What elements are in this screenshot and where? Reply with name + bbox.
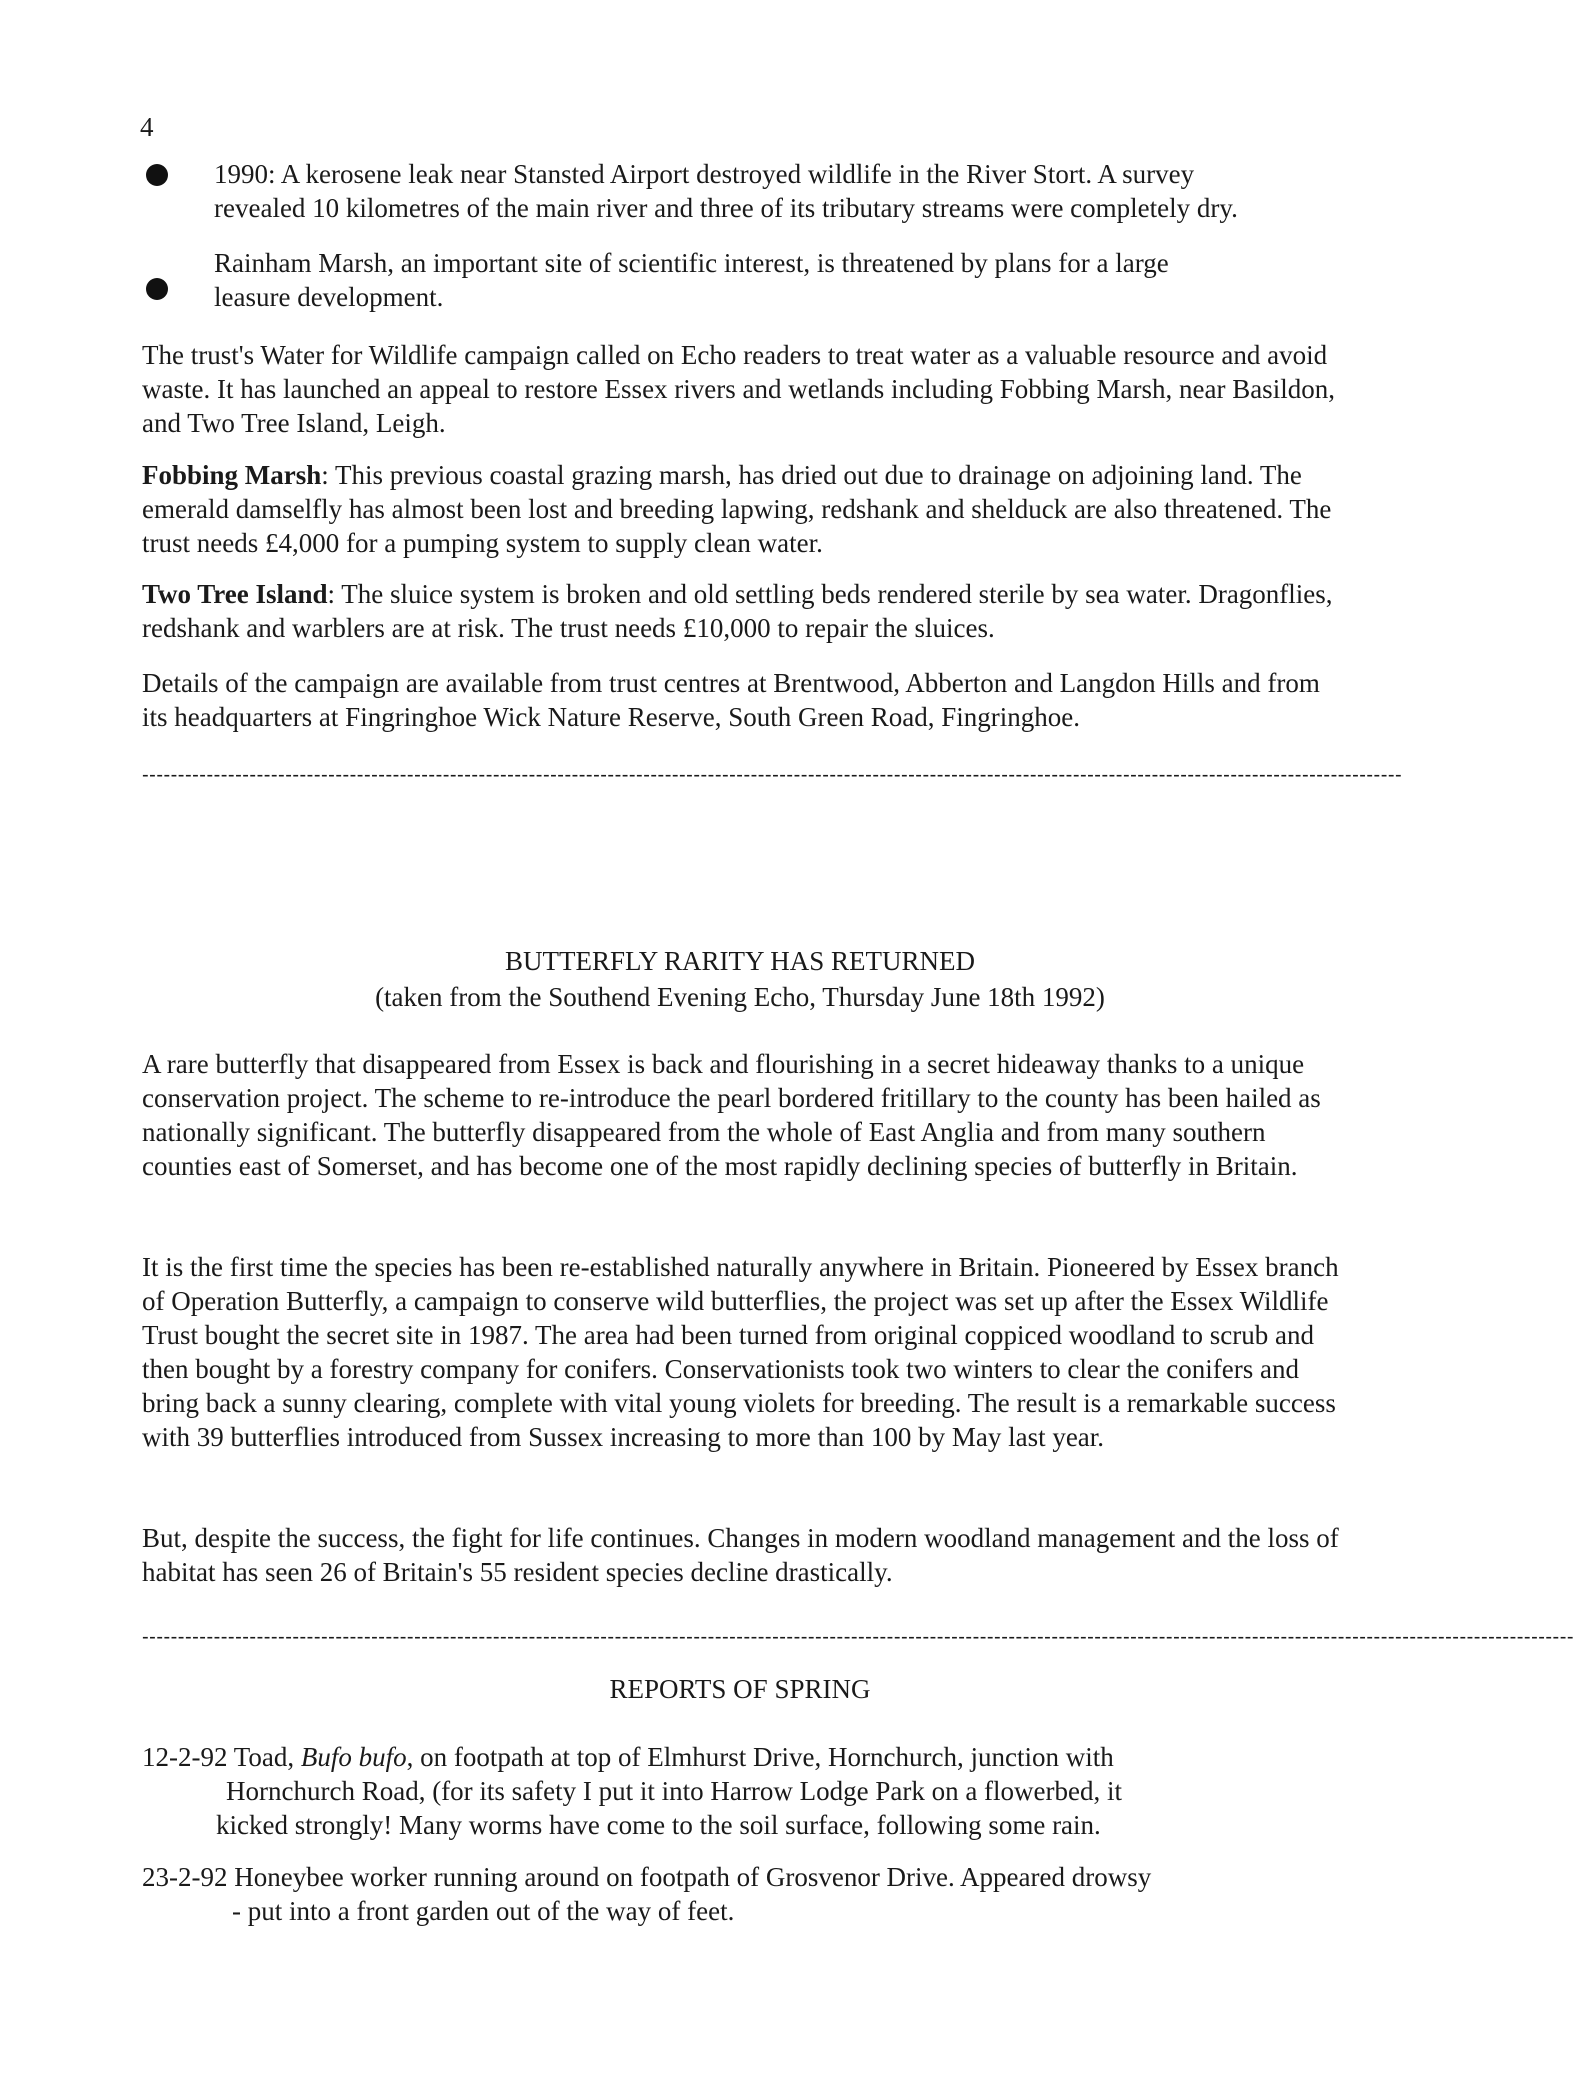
fobbing-marsh-title: Fobbing Marsh [142, 460, 322, 490]
report-entry-line: - put into a front garden out of the way of feet. [232, 1896, 735, 1926]
butterfly-paragraph-2: It is the first time the species has been re-established naturally anywhere in Britain. Pioneered by Essex branch of Operation Butterfly, a campaign to conserve wild butterflies, the project was set up after the Essex Wildlife Trust bought the secret site in 1987. The area had been turned from original coppiced woodland to scrub and then bought by a forestry company for conifers. Conservationists took two winters to clear the conifers and bring back a sunny clearing, complete with vital young violets for breeding. The result is a remarkable success with 39 butterflies introduced from Sussex increasing to more than 100 by May last year. [142, 1252, 1339, 1452]
two-tree-island-paragraph [142, 577, 1342, 645]
report-entry-line [142, 1740, 1302, 1774]
butterfly-article-title: BUTTERFLY RARITY HAS RETURNED [504, 946, 976, 976]
bullet-item-kerosene [214, 157, 1364, 225]
campaign-paragraph: The trust's Water for Wildlife campaign called on Echo readers to treat water as a valuable resource and avoid waste. It has launched an appeal to restore Essex rivers and wetlands including Fobbing Marsh, near Basildon, and Two Tree Island, Leigh. [142, 340, 1335, 438]
two-tree-island-title: Two Tree Island [142, 579, 328, 609]
page-number: 4 [140, 112, 154, 142]
bullet-dot [146, 164, 168, 186]
bullet-line: Rainham Marsh, an important site of scientific interest, is threatened by plans for a large [214, 248, 1169, 278]
two-tree-island-body: : The sluice system is broken and old settling beds rendered sterile by sea water. Dragonflies, redshank and warblers are at risk. The trust needs £10,000 to repair the sluices. [142, 579, 1333, 643]
report-entry-line: Hornchurch Road, (for its safety I put it into Harrow Lodge Park on a flowerbed, it [226, 1776, 1123, 1806]
bullet-dot [146, 278, 168, 300]
bullet-line: 1990: A kerosene leak near Stansted Airport destroyed wildlife in the River Stort. A survey [214, 159, 1195, 189]
fobbing-marsh-paragraph [142, 458, 1342, 560]
butterfly-paragraph-3: But, despite the success, the fight for life continues. Changes in modern woodland management and the loss of habitat has seen 26 of Britain's 55 resident species decline drastically. [142, 1523, 1339, 1587]
separator-line: -------------------------------------------------------------------------------------------------------------------------------------------------------------------------------- [142, 764, 1403, 786]
butterfly-paragraph-1: A rare butterfly that disappeared from Essex is back and flourishing in a secret hideaway thanks to a unique conservation project. The scheme to re-introduce the pearl bordered fritillary to the county has been hailed as nationally significant. The butterfly disappeared from the whole of East Anglia and from many southern counties east of Somerset, and has become one of the most rapidly declining species of butterfly in Britain. [142, 1049, 1321, 1181]
report-entry-toad [142, 1740, 1302, 1842]
campaign-details-paragraph: Details of the campaign are available from trust centres at Brentwood, Abberton and Langdon Hills and from its headquarters at Fingringhoe Wick Nature Reserve, South Green Road, Fingringhoe. [142, 668, 1320, 732]
report-entry-honeybee [142, 1860, 1302, 1928]
butterfly-article-source: (taken from the Southend Evening Echo, Thursday June 18th 1992) [375, 982, 1105, 1012]
species-name: Bufo bufo [300, 1742, 407, 1772]
report-entry-line: 23-2-92 Honeybee worker running around on footpath of Grosvenor Drive. Appeared drowsy [142, 1862, 1152, 1892]
fobbing-marsh-body: : This previous coastal grazing marsh, has dried out due to drainage on adjoining land. The emerald damselfly has almost been lost and breeding lapwing, redshank and shelduck are also threatened. The trust needs £4,000 for a pumping system to supply clean water. [142, 460, 1332, 558]
bullet-item-rainham [214, 246, 1364, 314]
report-date-text: 12-2-92 Toad, [142, 1742, 301, 1772]
report-entry-line: kicked strongly! Many worms have come to the soil surface, following some rain. [216, 1810, 1101, 1840]
separator-line: -------------------------------------------------------------------------------------------------------------------------------------------------------------------------------------------------------- [142, 1626, 1574, 1648]
reports-of-spring-title: REPORTS OF SPRING [609, 1674, 871, 1704]
report-line-text: , on footpath at top of Elmhurst Drive, Hornchurch, junction with [406, 1742, 1114, 1772]
bullet-line: leasure development. [214, 282, 444, 312]
bullet-line: revealed 10 kilometres of the main river and three of its tributary streams were completely dry. [214, 193, 1238, 223]
